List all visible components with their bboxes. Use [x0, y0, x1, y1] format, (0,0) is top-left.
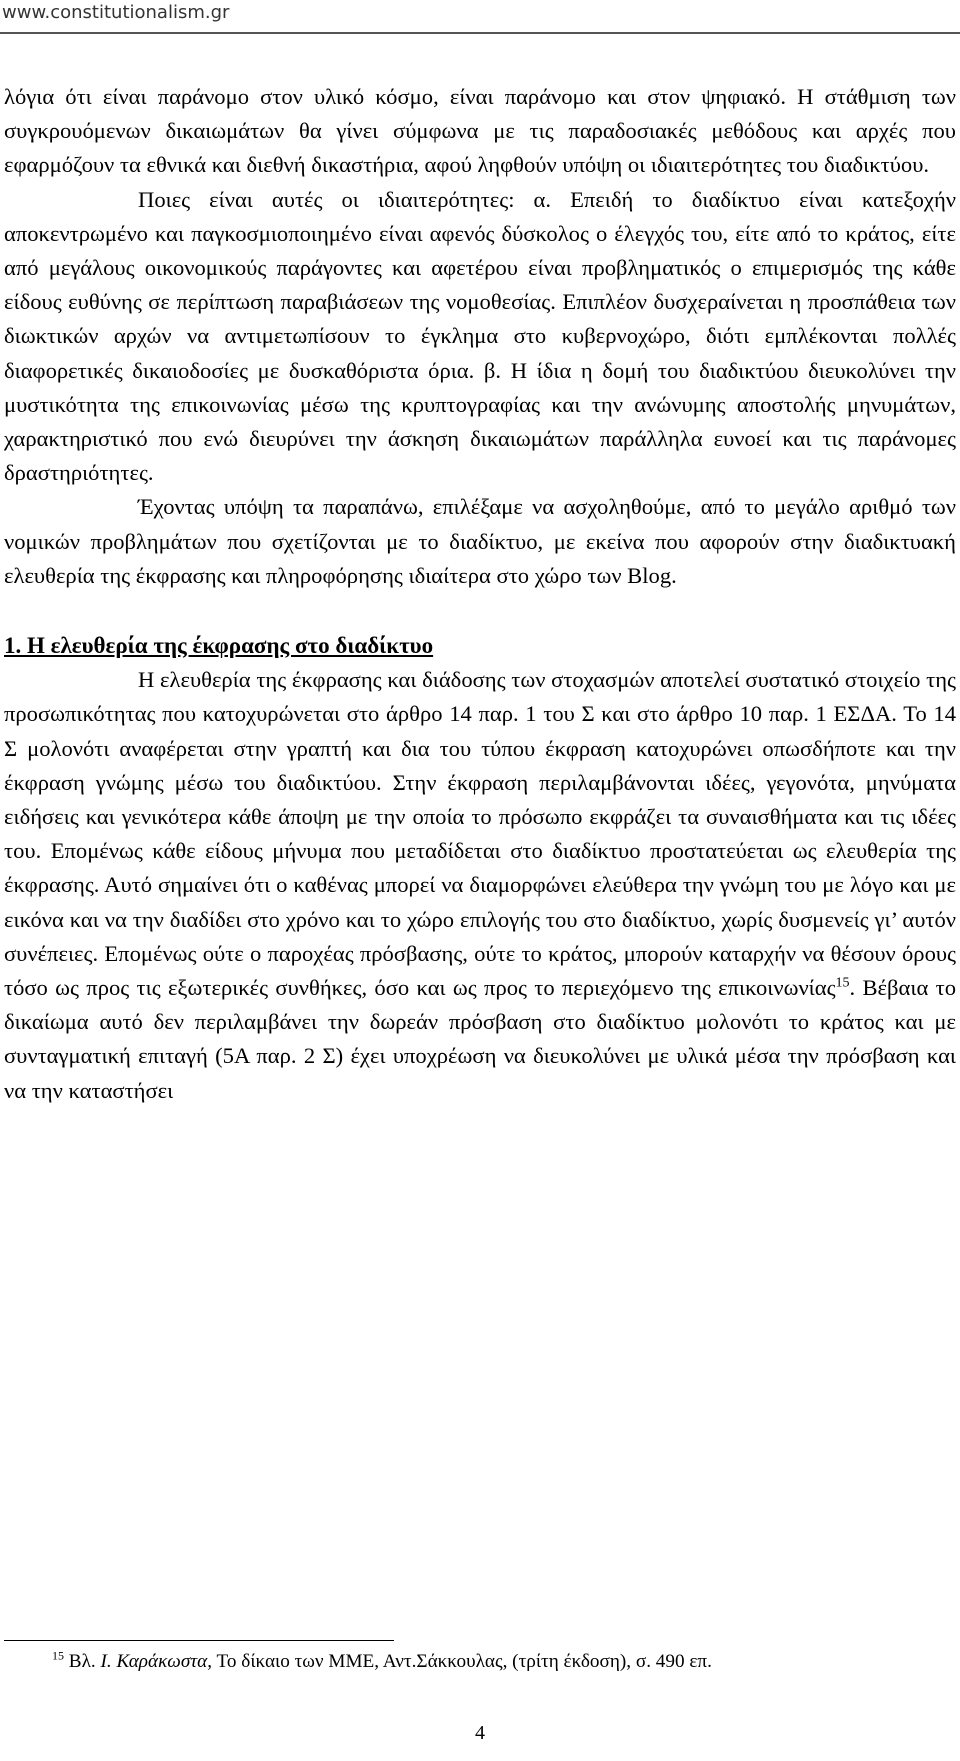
paragraph-2: Ποιες είναι αυτές οι ιδιαιτερότητες: α. Επειδή το διαδίκτυο είναι κατεξοχήν αποκεντρωμένο και παγκοσμιοποιημένο είναι αφενός δύσκολος ο έλεγχός του, είτε από το κράτος, είτε από μεγάλους οικονομικούς παράγοντες και αφετέρου είναι προβληματικός ο επιμερισμός της κάθε είδους ευθύνης σε περίπτωση παραβιάσεων της νομοθεσίας. Επιπλέον δυσχεραίνεται η προσπάθεια των διωκτικών αρχών να αντιμετωπίσουν το έγκλημα στο κυβερνοχώρο, διότι εμπλέκονται πολλές διαφορετικές δικαιοδοσίες με δυσκαθόριστα όρια. β. Η ίδια η δομή του διαδικτύου διευκολύνει την μυστικότητα της επικοινωνίας μέσω της κρυπτογραφίας και την ανώνυμης αποστολής μηνυμάτων, χαρακτηριστικό που ενώ διευρύνει την άσκηση δικαιωμάτων παράλληλα ευνοεί και τις παράνομες δραστηριότητες. — [4, 186, 956, 486]
footnote-prefix: Βλ. — [64, 1651, 101, 1672]
section-heading: 1. Η ελευθερία της έκφρασης στο διαδίκτυο — [4, 633, 434, 659]
header-divider — [0, 32, 960, 34]
footnote-citation: , Το δίκαιο των ΜΜΕ, Αντ.Σάκκουλας, (τρίτη έκδοση), σ. 490 επ. — [207, 1651, 712, 1672]
footnote-reference[interactable]: 15 — [835, 975, 850, 991]
footnote — [52, 1650, 952, 1674]
footnote-number: 15 — [52, 1648, 64, 1663]
paragraph-4-text-a: Η ελευθερία της έκφρασης και διάδοσης των στοχασμών αποτελεί συστατικό στοιχείο της προσωπικότητας που κατοχυρώνεται στο άρθρο 14 παρ. 1 του Σ και στο άρθρο 10 παρ. 1 ΕΣΔΑ. Το 14 Σ μολονότι αναφέρεται στην γραπτή και δια του τύπου έκφραση κατοχυρώνει οπωσδήποτε και την έκφραση γνώμης μέσω του διαδικτύου. Στην έκφραση περιλαμβάνονται ιδέες, γεγονότα, μηνύματα ειδήσεις και γενικότερα κάθε άποψη με την οποία το πρόσωπο εκφράζει τα συναισθήματα και τις ιδέες του. Επομένως κάθε είδους μήνυμα που μεταδίδεται στο διαδίκτυο προστατεύεται ως ελευθερία της έκφρασης. Αυτό σημαίνει ότι ο καθένας μπορεί να διαμορφώνει ελεύθερα την γνώμη του με λόγο και με εικόνα και να την διαδίδει στο χρόνο και το χώρο επιλογής του στο διαδίκτυο, χωρίς δυσμενείς γι’ αυτόν συνέπειες. Επομένως ούτε ο παροχέας πρόσβασης, ούτε το κράτος, μπορούν καταρχήν να θέσουν όρους τόσο ως προς τις εξωτερικές συνθήκες, όσο και ως προς το περιεχόμενο της επικοινωνίας — [4, 667, 956, 1001]
document-body — [4, 80, 956, 1108]
paragraph-4 — [4, 663, 956, 1108]
footnote-author: Ι. Καράκωστα — [100, 1651, 208, 1672]
page-number: 4 — [475, 1722, 485, 1744]
paragraph-1: λόγια ότι είναι παράνομο στον υλικό κόσμο, είναι παράνομο και στον ψηφιακό. Η στάθμιση των συγκρουόμενων δικαιωμάτων θα γίνει σύμφωνα με τις παραδοσιακές μεθόδους και αρχές που εφαρμόζουν τα εθνικά και διεθνή δικαστήρια, αφού ληφθούν υπόψη οι ιδιαιτερότητες του διαδικτύου. — [4, 84, 956, 178]
header-url[interactable]: www.constitutionalism.gr — [2, 2, 230, 23]
section-spacer — [4, 593, 956, 629]
footnote-divider — [4, 1640, 394, 1641]
paragraph-4-text-b: . Βέβαια το δικαίωμα αυτό δεν περιλαμβάνει την δωρεάν πρόσβαση στο διαδίκτυο μολονότι το κράτος και με συνταγματική επιταγή (5Α παρ. 2 Σ) έχει υποχρέωση να διευκολύνει με υλικά μέσα την πρόσβαση και να την καταστήσει — [4, 975, 956, 1103]
paragraph-3: Έχοντας υπόψη τα παραπάνω, επιλέξαμε να ασχοληθούμε, από το μεγάλο αριθμό των νομικών προβλημάτων που σχετίζονται με το διαδίκτυο, με εκείνα που αφορούν στην διαδικτυακή ελευθερία της έκφρασης και πληροφόρησης ιδιαίτερα στο χώρο των Blog. — [4, 494, 956, 588]
page-header — [0, 0, 960, 40]
